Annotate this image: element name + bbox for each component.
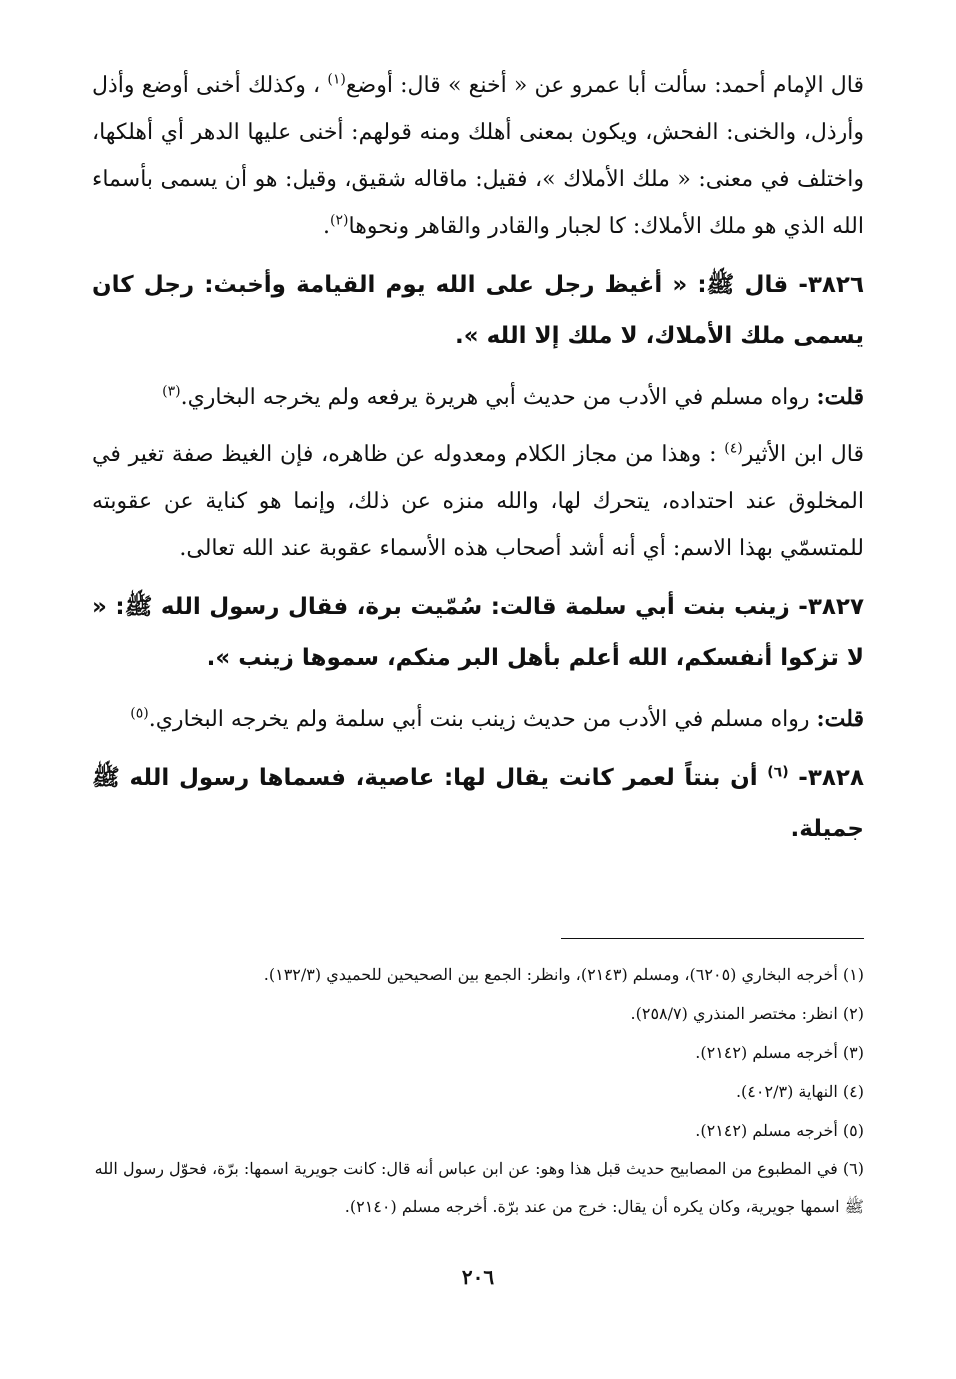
comment-3827	[92, 696, 864, 743]
footnote-4: (٤) النهاية (٤٠٢/٣).	[735, 1082, 864, 1101]
comment-3826	[92, 374, 864, 421]
ibn-athir-lead: قال ابن الأثير	[742, 442, 864, 467]
hadith-3826	[92, 260, 864, 362]
comment-lead: قلت:	[816, 706, 864, 732]
footnote-divider	[561, 938, 864, 939]
footnote-6: (٦) في المطبوع من المصابيح حديث قبل هذا وهو: عن ابن عباس أنه قال: كانت جويرية اسمها: برّة، فحوّل رسول الله ﷺ اسمها جويرية، وكان يكره أن يقال: خرج من عند برّة. أخرجه مسلم (٢١٤٠).	[94, 1159, 864, 1216]
intro-text-2: ، وكذلك أخنى أوضع وأذل وأرذل، والخنى: الفحش، ويكون بمعنى أهلك ومنه قولهم: أخنى عليها الدهر أي أهلكها، واختلف في معنى: « ملك الأملاك »، فقيل: ماقاله شقيق، وقيل: هو أن يسمى بأسماء الله الذي هو ملك الأملاك: كا لجبار والقادر والقاهر ونحوها	[92, 73, 864, 239]
page-number: ٢٠٦	[461, 1265, 495, 1289]
footnote-5: (٥) أخرجه مسلم (٢١٤٢).	[695, 1121, 864, 1140]
hadith-number: ٣٨٢٧-	[798, 594, 864, 620]
footnote-ref-4[interactable]: (٤)	[724, 440, 743, 457]
footnote-ref-6[interactable]: (٦)	[767, 764, 789, 781]
footnote-1: (١) أخرجه البخاري (٦٢٠٥)، ومسلم (٢١٤٣)، وانظر: الجمع بين الصحيحين للحميدي (١٣٢/٣).	[263, 965, 864, 984]
comment-text: رواه مسلم في الأدب من حديث زينب بنت أبي سلمة ولم يخرجه البخاري.	[148, 707, 810, 732]
hadith-3828	[92, 753, 864, 855]
footnotes	[92, 955, 864, 1226]
comment-lead: قلت:	[816, 384, 864, 410]
ibn-athir-paragraph	[92, 431, 864, 572]
hadith-text: زينب بنت أبي سلمة قالت: سُمّيت برة، فقال رسول الله ﷺ: « لا تزكوا أنفسكم، الله أعلم بأهل البر منكم، سموها زينب ».	[92, 594, 864, 671]
footnote-ref-5[interactable]: (٥)	[130, 705, 149, 722]
footnote-ref-1[interactable]: (١)	[327, 71, 346, 88]
hadith-3827	[92, 582, 864, 684]
footnote-3: (٣) أخرجه مسلم (٢١٤٢).	[695, 1043, 864, 1062]
footnote-ref-2[interactable]: (٢)	[330, 212, 349, 229]
hadith-number: ٣٨٢٦-	[798, 272, 865, 298]
ibn-athir-text: : وهذا من مجاز الكلام ومعدوله عن ظاهره، فإن الغيظ صفة تغير في المخلوق عند احتداده، يتحرك لها، والله منزه عن ذلك، وإنما هو كناية عن عقوبته للمتسمّي بهذا الاسم: أي أنه أشد أصحاب هذه الأسماء عقوبة عند الله تعالى.	[92, 442, 864, 561]
intro-text-1: قال الإمام أحمد: سألت أبا عمرو عن « أخنع » قال: أوضع	[345, 73, 864, 98]
intro-text-3: .	[323, 214, 331, 239]
hadith-text: أن بنتاً لعمر كانت يقال لها: عاصية، فسماها رسول الله ﷺ جميلة.	[92, 765, 864, 842]
comment-text: رواه مسلم في الأدب من حديث أبي هريرة يرفعه ولم يخرجه البخاري.	[180, 385, 810, 410]
footnote-ref-3[interactable]: (٣)	[162, 383, 181, 400]
footnote-2: (٢) انظر: مختصر المنذري (٢٥٨/٧).	[630, 1004, 864, 1023]
hadith-text: قال ﷺ: « أغيظ رجل على الله يوم القيامة وأخبث: رجل كان يسمى ملك الأملاك، لا ملك إلا الله ».	[92, 272, 864, 349]
hadith-number: ٣٨٢٨-	[798, 765, 864, 791]
intro-paragraph	[92, 62, 864, 250]
